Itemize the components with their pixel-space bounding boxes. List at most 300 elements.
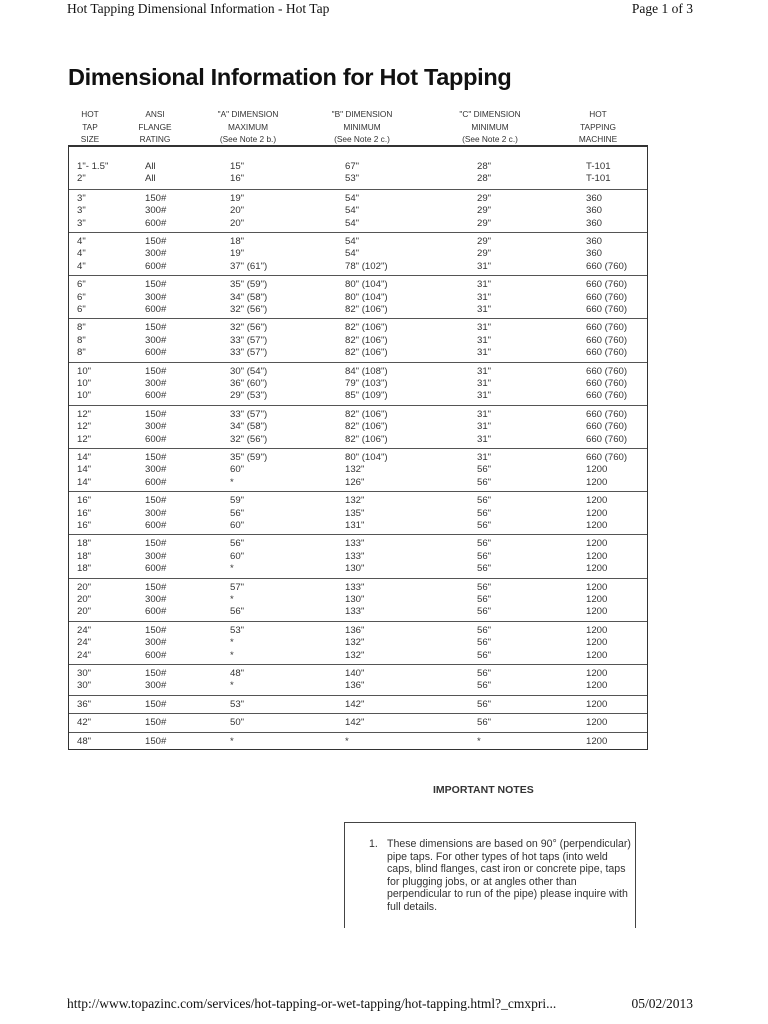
table-cell: 53" (345, 173, 360, 185)
table-cell: 33" (57") (230, 408, 268, 420)
table-cell: 31" (477, 260, 492, 272)
table-cell: 28" (477, 161, 492, 172)
table-cell: 150# (145, 279, 167, 291)
table-cell: 150# (145, 538, 167, 550)
table-cell: 130" (345, 593, 365, 605)
table-cell: 56" (477, 464, 492, 476)
table-cell: 56" (477, 507, 492, 519)
table-cell: 1200 (586, 735, 608, 747)
table-cell: 35" (59") (230, 279, 268, 291)
table-cell: 15" (230, 161, 245, 172)
table-cell: 20" (77, 606, 92, 618)
table-cell: 150# (145, 236, 167, 247)
table-cell: * (477, 735, 481, 747)
table-cell: * (230, 680, 234, 692)
table-row (69, 680, 647, 692)
column-header-line: MINIMUM (343, 121, 381, 132)
table-cell: 135" (345, 507, 365, 519)
table-cell: 4" (77, 248, 86, 260)
table-cell: 82" (106") (345, 421, 388, 433)
column-header-line: MINIMUM (471, 121, 509, 132)
table-cell: 18" (230, 236, 245, 247)
table-row-group (69, 534, 647, 578)
table-cell: 42" (77, 717, 92, 729)
table-cell: 32" (56") (230, 303, 268, 315)
table-cell: 8" (77, 347, 86, 359)
table-cell: 31" (477, 303, 492, 315)
table-row (69, 736, 647, 748)
table-cell: 82" (106") (345, 322, 388, 334)
table-cell: 18" (77, 550, 92, 562)
table-cell: 10" (77, 377, 92, 389)
table-cell: 29" (477, 217, 492, 229)
table-row (69, 477, 647, 489)
table-cell: 150# (145, 452, 167, 463)
table-cell: 60" (230, 519, 245, 531)
table-cell: 1200 (586, 563, 608, 575)
table-cell: 150# (145, 581, 167, 593)
table-cell: 2" (77, 173, 86, 185)
column-header-line: TAP (82, 121, 98, 132)
table-cell: 6" (77, 291, 86, 303)
table-cell: 54" (345, 217, 360, 229)
table-cell: 600# (145, 476, 167, 488)
table-row (69, 464, 647, 476)
column-header (317, 108, 407, 146)
table-row-group (69, 448, 647, 492)
table-cell: 60" (230, 550, 245, 562)
table-row-group (69, 189, 647, 233)
table-cell: 78" (102") (345, 260, 388, 272)
table-cell: 18" (77, 563, 92, 575)
table-cell: 1200 (586, 495, 608, 507)
table-cell: 56" (477, 637, 492, 649)
table-cell: 53" (230, 698, 245, 710)
table-cell: All (145, 173, 156, 185)
column-header-line: MAXIMUM (227, 121, 269, 132)
table-cell: 660 (760) (586, 433, 628, 445)
table-cell: 56" (477, 581, 492, 593)
table-cell: 142" (345, 698, 365, 710)
table-cell: 3" (77, 192, 86, 204)
column-header-line: HOT (81, 109, 99, 119)
table-cell: 18" (77, 538, 92, 550)
table-cell: 132" (345, 464, 365, 476)
table-cell: 36" (77, 698, 92, 710)
column-header-line: FLANGE (138, 121, 172, 132)
table-cell: 32" (56") (230, 433, 268, 445)
table-cell: 133" (345, 538, 365, 550)
table-row (69, 508, 647, 520)
table-cell: 31" (477, 390, 492, 402)
table-cell: 131" (345, 519, 365, 531)
table-row-group (69, 362, 647, 406)
table-cell: 600# (145, 260, 167, 272)
table-cell: 82" (106") (345, 303, 388, 315)
table-cell: 31" (477, 347, 492, 359)
table-cell: 150# (145, 717, 167, 729)
table-row-group (69, 695, 647, 714)
table-cell: 82" (106") (345, 347, 388, 359)
page-footer (67, 996, 693, 1012)
table-cell: 56" (477, 593, 492, 605)
column-header (125, 108, 185, 146)
table-cell: 300# (145, 507, 167, 519)
table-cell: 1200 (586, 464, 608, 476)
table-cell: 14" (77, 476, 92, 488)
column-header-line: (See Note 2 b.) (219, 134, 277, 144)
table-cell: 1200 (586, 649, 608, 661)
table-cell: 80" (104") (345, 279, 388, 291)
table-cell: 660 (760) (586, 377, 628, 389)
table-cell: 12" (77, 408, 92, 420)
table-row (69, 520, 647, 532)
table-row-group (69, 318, 647, 362)
table-row (69, 606, 647, 618)
table-cell: 29" (477, 205, 492, 217)
table-cell: 79" (103") (345, 377, 388, 389)
notes-box (344, 822, 636, 928)
table-cell: 16" (77, 507, 92, 519)
table-cell: 56" (477, 519, 492, 531)
table-cell: 29" (477, 248, 492, 260)
table-cell: 150# (145, 192, 167, 204)
column-header-line: "B" DIMENSION (331, 109, 393, 119)
table-cell: 140" (345, 668, 365, 679)
table-cell: 20" (230, 217, 245, 229)
note-number: 1. (369, 838, 378, 850)
table-cell: 360 (586, 248, 603, 260)
table-cell: 4" (77, 260, 86, 272)
table-cell: 82" (106") (345, 334, 388, 346)
table-cell: 300# (145, 550, 167, 562)
table-cell: 1200 (586, 550, 608, 562)
table-cell: 14" (77, 452, 92, 463)
table-cell: 1200 (586, 538, 608, 550)
table-cell: 660 (760) (586, 408, 628, 420)
column-header-line: "A" DIMENSION (217, 109, 279, 119)
table-cell: 19" (230, 192, 245, 204)
table-cell: 6" (77, 279, 86, 291)
table-row (69, 650, 647, 662)
table-cell: 150# (145, 495, 167, 507)
table-row (69, 421, 647, 433)
table-cell: 14" (77, 464, 92, 476)
table-cell: 1200 (586, 637, 608, 649)
table-cell: 1200 (586, 507, 608, 519)
table-row (69, 390, 647, 402)
table-cell: 19" (230, 248, 245, 260)
table-cell: 660 (760) (586, 303, 628, 315)
table-cell: 600# (145, 606, 167, 618)
table-cell: 36" (60") (230, 377, 268, 389)
table-cell: 660 (760) (586, 279, 628, 291)
table-cell: 29" (477, 192, 492, 204)
table-cell: 3" (77, 205, 86, 217)
table-cell: 20" (230, 205, 245, 217)
table-row (69, 335, 647, 347)
table-cell: 24" (77, 624, 92, 636)
table-cell: 33" (57") (230, 334, 268, 346)
table-cell: 660 (760) (586, 322, 628, 334)
table-cell: 142" (345, 717, 365, 729)
table-row (69, 304, 647, 316)
table-cell: 150# (145, 668, 167, 679)
table-cell: 660 (760) (586, 347, 628, 359)
table-cell: 28" (477, 173, 492, 185)
table-row (69, 322, 647, 334)
table-cell: 1200 (586, 698, 608, 710)
column-header (568, 108, 628, 146)
table-cell: 150# (145, 735, 167, 747)
table-cell: 56" (230, 507, 245, 519)
table-cell: 1200 (586, 668, 608, 679)
table-cell: 660 (760) (586, 452, 628, 463)
table-cell: 300# (145, 334, 167, 346)
table-row-group (69, 158, 647, 189)
table-cell: * (230, 637, 234, 649)
table-cell: 600# (145, 433, 167, 445)
table-cell: 1200 (586, 519, 608, 531)
table-cell: 31" (477, 334, 492, 346)
table-cell: 8" (77, 334, 86, 346)
table-row (69, 161, 647, 173)
table-row (69, 347, 647, 359)
table-cell: 360 (586, 192, 603, 204)
table-cell: 54" (345, 248, 360, 260)
header-title: Hot Tapping Dimensional Information - Hot Tap (67, 1, 330, 16)
table-cell: 85" (109") (345, 390, 388, 402)
table-cell: 150# (145, 408, 167, 420)
table-cell: * (230, 735, 234, 747)
table-cell: 300# (145, 680, 167, 692)
column-header-line: MACHINE (578, 134, 618, 144)
table-cell: 150# (145, 322, 167, 334)
table-cell: 136" (345, 680, 365, 692)
table-cell: 1200 (586, 581, 608, 593)
table-cell: 133" (345, 581, 365, 593)
table-cell: 31" (477, 365, 492, 377)
table-cell: 32" (56") (230, 322, 268, 334)
table-row-group (69, 232, 647, 276)
table-cell: 56" (477, 563, 492, 575)
table-cell: 34" (58") (230, 421, 268, 433)
table-cell: 35" (59") (230, 452, 268, 463)
table-cell: 80" (104") (345, 291, 388, 303)
table-row (69, 248, 647, 260)
table-cell: 660 (760) (586, 365, 628, 377)
table-cell: 6" (77, 303, 86, 315)
table-row (69, 495, 647, 507)
table-row (69, 378, 647, 390)
table-cell: 1200 (586, 606, 608, 618)
table-cell: 133" (345, 550, 365, 562)
table-cell: 30" (77, 680, 92, 692)
table-cell: 84" (108") (345, 365, 388, 377)
table-row-group (69, 713, 647, 732)
table-row-group (69, 275, 647, 319)
table-cell: 56" (477, 698, 492, 710)
table-cell: 56" (477, 668, 492, 679)
table-cell: 130" (345, 563, 365, 575)
table-cell: 31" (477, 279, 492, 291)
table-cell: 33" (57") (230, 347, 268, 359)
table-cell: 8" (77, 322, 86, 334)
dimensions-table (68, 145, 648, 750)
table-row (69, 699, 647, 711)
table-cell: 360 (586, 205, 603, 217)
table-cell: 53" (230, 624, 245, 636)
table-cell: 1200 (586, 680, 608, 692)
table-cell: 56" (477, 624, 492, 636)
table-cell: 3" (77, 217, 86, 229)
table-cell: 56" (477, 550, 492, 562)
table-cell: 10" (77, 390, 92, 402)
footer-url[interactable]: http://www.topazinc.com/services/hot-tapping-or-wet-tapping/hot-tapping.html?_cmxpri... (67, 996, 557, 1011)
table-cell: 16" (230, 173, 245, 185)
table-cell: 56" (477, 680, 492, 692)
table-row (69, 409, 647, 421)
table-cell: 31" (477, 408, 492, 420)
table-cell: 360 (586, 236, 603, 247)
table-cell: 126" (345, 476, 365, 488)
table-cell: 56" (477, 538, 492, 550)
table-cell: T-101 (586, 173, 611, 185)
table-cell: 660 (760) (586, 390, 628, 402)
table-cell: 20" (77, 581, 92, 593)
table-cell: 300# (145, 377, 167, 389)
column-header (70, 108, 110, 146)
table-row-group (69, 732, 647, 751)
table-row (69, 292, 647, 304)
table-row (69, 538, 647, 550)
table-cell: 300# (145, 205, 167, 217)
table-row-group (69, 664, 647, 696)
notes-heading: IMPORTANT NOTES (433, 784, 534, 796)
document-title: Dimensional Information for Hot Tapping (68, 64, 512, 90)
table-row (69, 551, 647, 563)
column-header-line: (See Note 2 c.) (462, 134, 518, 144)
table-cell: 56" (230, 538, 245, 550)
table-cell: 360 (586, 217, 603, 229)
table-cell: 30" (54") (230, 365, 268, 377)
table-cell: 1200 (586, 476, 608, 488)
table-cell: 16" (77, 519, 92, 531)
table-cell: 1200 (586, 624, 608, 636)
table-cell: 56" (477, 476, 492, 488)
table-row (69, 366, 647, 378)
table-cell: 54" (345, 205, 360, 217)
table-cell: 136" (345, 624, 365, 636)
table-cell: * (345, 735, 349, 747)
table-row (69, 452, 647, 464)
table-cell: 31" (477, 421, 492, 433)
table-row-group (69, 491, 647, 535)
table-cell: 29" (477, 236, 492, 247)
table-cell: 1200 (586, 593, 608, 605)
table-cell: * (230, 476, 234, 488)
table-cell: 31" (477, 433, 492, 445)
table-cell: 300# (145, 464, 167, 476)
table-cell: 60" (230, 464, 245, 476)
page-header (67, 1, 693, 17)
column-header-line: SIZE (80, 134, 100, 144)
table-cell: 300# (145, 291, 167, 303)
table-cell: 150# (145, 365, 167, 377)
table-cell: * (230, 593, 234, 605)
table-cell: 600# (145, 649, 167, 661)
table-cell: 600# (145, 390, 167, 402)
table-row (69, 193, 647, 205)
table-cell: 67" (345, 161, 360, 172)
table-cell: 600# (145, 303, 167, 315)
table-cell: 300# (145, 248, 167, 260)
table-cell: 29" (53") (230, 390, 268, 402)
table-cell: 31" (477, 291, 492, 303)
table-cell: 4" (77, 236, 86, 247)
table-cell: 34" (58") (230, 291, 268, 303)
table-row (69, 594, 647, 606)
table-cell: 600# (145, 519, 167, 531)
table-cell: 56" (477, 649, 492, 661)
table-cell: 660 (760) (586, 260, 628, 272)
table-cell: 31" (477, 377, 492, 389)
table-cell: 660 (760) (586, 421, 628, 433)
table-cell: T-101 (586, 161, 611, 172)
table-row (69, 236, 647, 248)
column-header-line: "C" DIMENSION (459, 109, 521, 119)
table-cell: 59" (230, 495, 245, 507)
table-cell: 48" (230, 668, 245, 679)
table-row-group (69, 578, 647, 622)
table-cell: 82" (106") (345, 433, 388, 445)
table-row (69, 205, 647, 217)
table-row (69, 625, 647, 637)
table-cell: 600# (145, 217, 167, 229)
table-cell: 80" (104") (345, 452, 388, 463)
table-cell: 132" (345, 637, 365, 649)
table-cell: 20" (77, 593, 92, 605)
table-cell: 132" (345, 649, 365, 661)
table-cell: 12" (77, 433, 92, 445)
table-cell: * (230, 649, 234, 661)
table-cell: 600# (145, 347, 167, 359)
table-row (69, 173, 647, 185)
table-cell: 10" (77, 365, 92, 377)
table-cell: 31" (477, 452, 492, 463)
table-cell: 12" (77, 421, 92, 433)
table-cell: 30" (77, 668, 92, 679)
column-header (445, 108, 535, 146)
table-cell: 31" (477, 322, 492, 334)
table-cell: 660 (760) (586, 334, 628, 346)
table-cell: 82" (106") (345, 408, 388, 420)
table-row (69, 563, 647, 575)
table-cell: 300# (145, 637, 167, 649)
table-cell: 16" (77, 495, 92, 507)
table-cell: 50" (230, 717, 245, 729)
table-row (69, 637, 647, 649)
footer-date: 05/02/2013 (631, 996, 693, 1011)
table-cell: All (145, 161, 156, 172)
column-header (203, 108, 293, 146)
table-row-group (69, 405, 647, 449)
column-header-line: (See Note 2 c.) (334, 134, 390, 144)
table-cell: 56" (477, 717, 492, 729)
page-number: Page 1 of 3 (631, 1, 693, 16)
table-cell: 57" (230, 581, 245, 593)
table-cell: 132" (345, 495, 365, 507)
